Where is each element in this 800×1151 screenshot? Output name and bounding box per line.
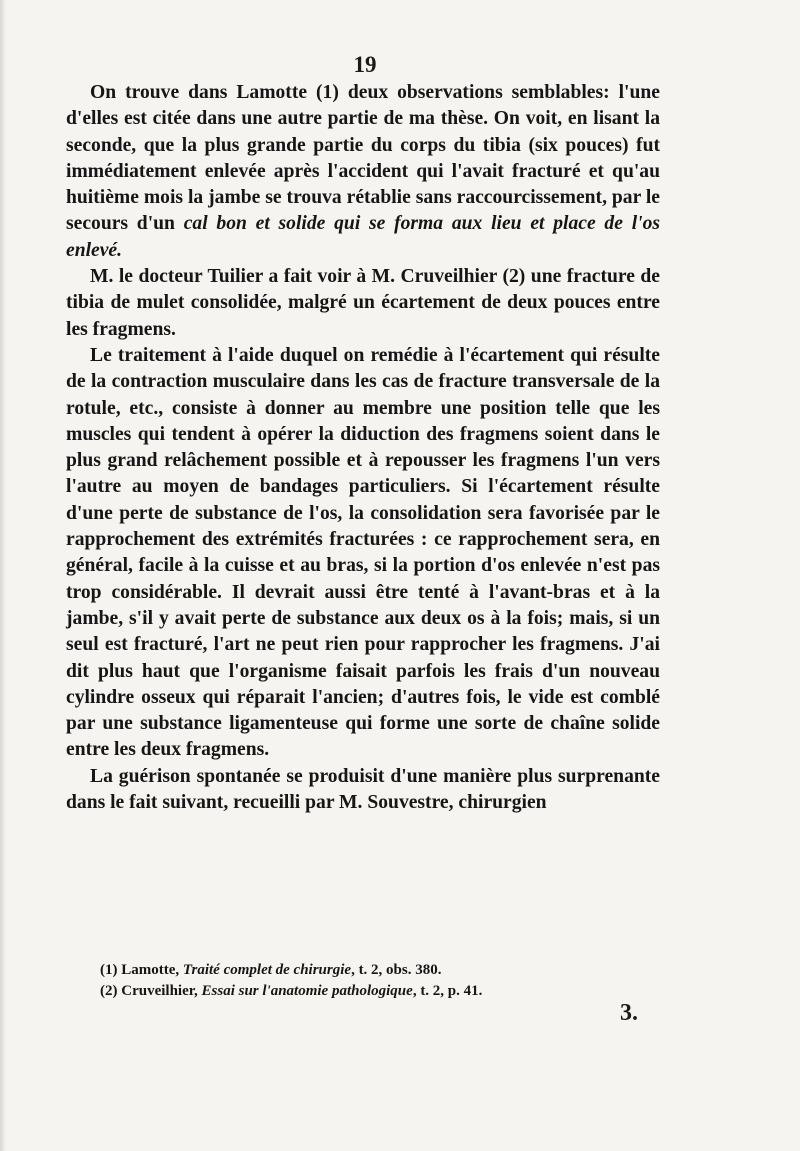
body-text — [66, 80, 660, 816]
page-edge-shadow — [0, 0, 6, 1151]
footnote-italic-text: Essai sur l'anatomie pathologique — [201, 983, 413, 999]
paragraph — [66, 764, 660, 817]
footnote-text: , t. 2, obs. 380. — [351, 962, 442, 978]
footnote-text: , t. 2, p. 41. — [412, 983, 483, 999]
footnote-text: (2) Cruveilhier, — [100, 983, 202, 999]
paragraph — [66, 343, 660, 764]
page-number: 19 — [353, 52, 377, 77]
paragraph — [66, 264, 660, 343]
signature-mark: 3. — [620, 1000, 638, 1026]
footnote — [100, 960, 660, 981]
paragraph-text: Le traitement à l'aide duquel on remédie à l'écartement qui résulte de la contraction musculaire dans les cas de fracture transversale de la rotule, etc., consiste à donner au membre une position telle que les muscles qui tendent à opérer la diduction des fragmens soient dans le plus grand relâchement possible et à repousser les fragmens l'un vers l'autre au moyen de bandages particuliers. Si l'écartement résulte d'une perte de substance de l'os, la consolidation sera favorisée par le rapprochement des extrémités fracturées : ce rapprochement sera, en général, facile à la cuisse et au bras, si la portion d'os enlevée n'est pas trop considérable. Il devrait aussi être tenté à l'avant-bras et à la jambe, s'il y avait perte de substance aux deux os à la fois; mais, si un seul est fracturé, l'art ne peut rien pour rapprocher les fragmens. J'ai dit plus haut que l'organisme faisait parfois les frais d'un nouveau cylindre osseux qui réparait l'ancien; d'autres fois, le vide est comblé par une substance ligamenteuse qui forme une sorte de chaîne solide entre les deux fragmens. — [66, 344, 660, 761]
footnote-text: (1) Lamotte, — [100, 962, 183, 978]
paragraph-text: M. le docteur Tuilier a fait voir à M. Cruveilhier (2) une fracture de tibia de mulet consolidée, malgré un écartement de deux pouces entre les fragmens. — [66, 266, 660, 340]
paragraph-text: La guérison spontanée se produisit d'une manière plus surprenante dans le fait suivant, recueilli par M. Souvestre, chirurgien — [66, 765, 660, 814]
paragraph — [66, 80, 660, 264]
paragraph-text: On trouve dans Lamotte (1) deux observations semblables: l'une d'elles est citée dans une autre partie de ma thèse. On voit, en lisant la seconde, que la plus grande partie du corps du tibia (six pouces) fut immédiatement enlevée après l'accident qui l'avait fracturé et qu'au huitième mois la jambe se trouva rétablie sans raccourcissement, par le secours d'un — [66, 82, 660, 235]
paragraph-italic-text: cal bon et solide qui se forma aux lieu et place de l'os enlevé. — [66, 213, 660, 261]
footnotes — [100, 960, 660, 1002]
footnote — [100, 981, 660, 1002]
footnote-italic-text: Traité complet de chirurgie — [182, 962, 352, 978]
